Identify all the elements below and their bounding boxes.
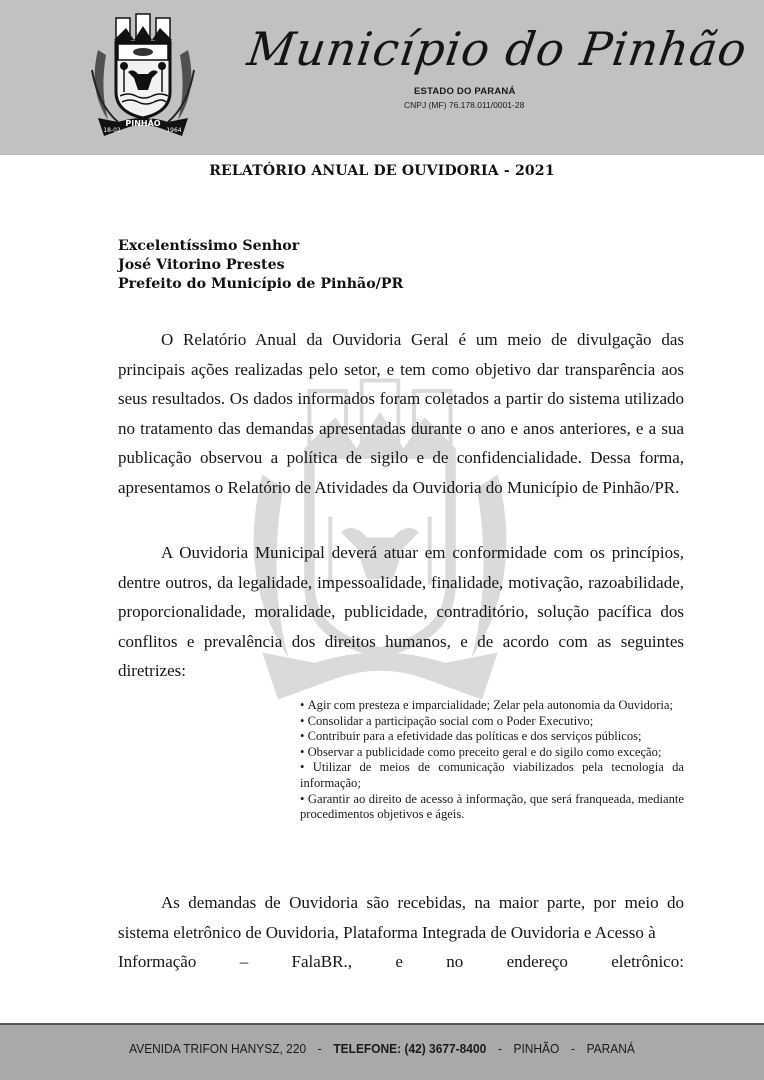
footer-state: PARANÁ: [586, 1041, 635, 1056]
municipal-crest-icon: [78, 10, 208, 140]
crest-banner-text: PINHÃO: [125, 119, 161, 128]
letterhead-header: [0, 0, 764, 155]
addressee-block: [118, 237, 403, 294]
guidelines-list: [300, 698, 684, 823]
addressee-title: Prefeito do Município de Pinhão/PR: [118, 276, 404, 292]
document-title: RELATÓRIO ANUAL DE OUVIDORIA - 2021: [209, 163, 555, 179]
word: endereço: [506, 952, 568, 971]
channels-paragraph-text: As demandas de Ouvidoria são recebidas, na maior parte, por meio do sistema eletrônico de Ouvidoria, Plataforma Integrada de Ouvidoria e Acesso à: [118, 893, 684, 942]
footer-phone: TELEFONE: (42) 3677-8400: [333, 1041, 487, 1056]
letterhead-footer: [0, 1023, 764, 1080]
footer-address: AVENIDA TRIFON HANYSZ, 220: [129, 1041, 307, 1056]
guideline-item: • Contribuir para a efetividade das políticas e dos serviços públicos;: [300, 729, 684, 745]
guideline-item: • Garantir ao direito de acesso à informação, que será franqueada, mediante procedimentos objetivos e ágeis.: [300, 792, 684, 823]
word: e: [395, 952, 403, 971]
guideline-item: • Consolidar a participação social com o Poder Executivo;: [300, 714, 684, 730]
crest-date-right: 1964: [166, 127, 182, 134]
channels-paragraph-last-line: [118, 947, 684, 977]
word: eletrônico:: [611, 952, 684, 971]
municipality-name: Município do Pinhão: [244, 22, 751, 76]
footer-separator: -: [497, 1041, 502, 1056]
footer-separator: -: [570, 1041, 575, 1056]
state-label: ESTADO DO PARANÁ: [414, 86, 516, 97]
footer-city: PINHÃO: [513, 1041, 560, 1056]
channels-paragraph: [118, 888, 684, 977]
word: no: [446, 952, 464, 971]
word: –: [239, 952, 249, 971]
word: Informação: [118, 952, 197, 971]
principles-paragraph: A Ouvidoria Municipal deverá atuar em conformidade com os princípios, dentre outros, da legalidade, impessoalidade, finalidade, motivação, razoabilidade, proporcionalidade, moralidade, publicidade, contraditório, solução pacífica dos conflitos e prevalência dos direitos humanos, e de acordo com as seguintes diretrizes:: [118, 543, 684, 680]
footer-separator: -: [317, 1041, 322, 1056]
addressee-salutation: Excelentíssimo Senhor: [118, 238, 300, 254]
cnpj-label: CNPJ (MF) 76.178.011/0001-28: [404, 100, 525, 110]
intro-paragraph: O Relatório Anual da Ouvidoria Geral é um meio de divulgação das principais ações realizadas pelo setor, e tem como objetivo dar transparência aos seus resultados. Os dados informados foram coletados a partir do sistema utilizado no tratamento das demandas apresentadas durante o ano e anos anteriores, e a sua publicação observou a política de sigilo e de confidencialidade. Dessa forma, apresentamos o Relatório de Atividades da Ouvidoria do Município de Pinhão/PR.: [118, 330, 684, 497]
word: FalaBR.,: [291, 952, 352, 971]
guideline-item: • Utilizar de meios de comunicação viabilizados pela tecnologia da informação;: [300, 760, 684, 791]
addressee-name: José Vitorino Prestes: [118, 257, 285, 273]
footer-contact: [31, 1041, 734, 1056]
guideline-item: • Agir com presteza e imparcialidade; Zelar pela autonomia da Ouvidoria;: [300, 698, 684, 714]
guideline-item: • Observar a publicidade como preceito geral e do sigilo como exceção;: [300, 745, 684, 761]
crest-date-left: 18-02: [103, 127, 121, 134]
